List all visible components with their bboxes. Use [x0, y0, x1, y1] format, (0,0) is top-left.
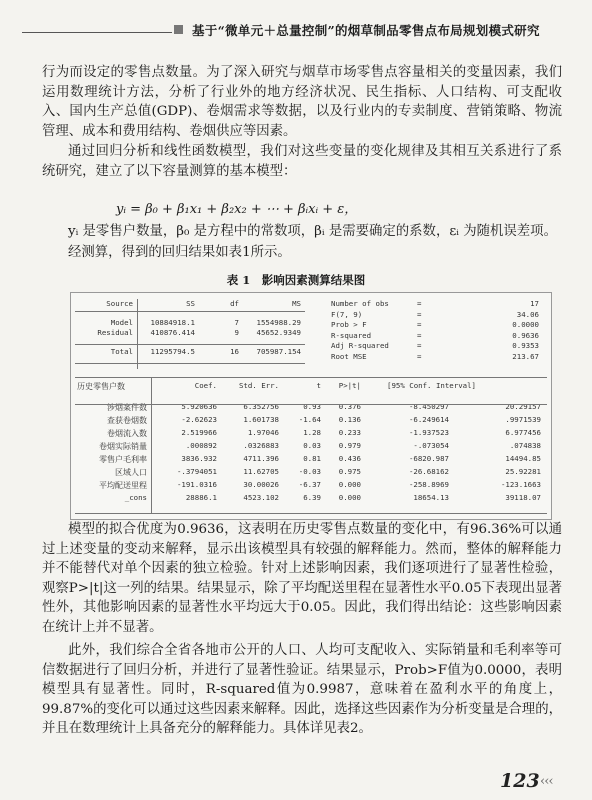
stat-value: 17	[530, 299, 539, 308]
coef-rule-top	[75, 377, 547, 378]
coef-ci-low: -6820.987	[408, 454, 449, 463]
anova-ms: 705987.154	[256, 346, 301, 356]
stat-eq: =	[417, 341, 422, 350]
coef-p: 0.376	[338, 402, 361, 411]
coef-ci-low: -26.68162	[408, 467, 449, 476]
anova-rule	[75, 311, 305, 312]
coef-t: 6.39	[303, 493, 321, 502]
coef-row	[71, 480, 551, 493]
coef-p: 0.436	[338, 454, 361, 463]
stat-row	[331, 331, 547, 342]
coef-p: 0.136	[338, 415, 361, 424]
coef-t: 1.28	[303, 428, 321, 437]
page-number-ornament: ‹‹‹	[540, 774, 553, 789]
page-number: 123	[500, 770, 540, 792]
stat-row	[331, 299, 547, 310]
stat-label: R-squared	[331, 330, 372, 340]
coef-se: 4523.102	[243, 493, 279, 502]
coef-header-coef: Coef.	[194, 381, 217, 390]
stat-eq: =	[417, 351, 422, 361]
coef-t: 0.93	[303, 402, 321, 411]
coef-value: 2.519966	[181, 428, 217, 437]
coef-var: 平均配送里程	[99, 481, 147, 490]
anova-rule	[75, 344, 305, 345]
stat-row	[331, 320, 547, 331]
coef-header-row	[71, 381, 551, 394]
coef-value: 28886.1	[185, 493, 217, 502]
coef-ci-high: 39118.07	[505, 493, 541, 502]
coef-var: 卷烟实际销量	[99, 442, 147, 451]
anova-source: Total	[110, 346, 133, 356]
coef-var: 零售户毛利率	[99, 455, 147, 464]
header-square-mark	[174, 25, 183, 34]
anova-ms: 1554988.29	[256, 317, 301, 327]
coef-ci-low: -6.249614	[408, 415, 449, 424]
paragraph-5: 模型的拟合优度为0.9636，这表明在历史零售点数量的变化中，有96.36%可以通过上述变量的变动来解释，显示出该模型具有较强的解释能力。然而，整体的解释能力并不能替代对单个因素的独立检验。针对上述影响因素，我们逐项进行了显著性检验，观察P>|t|这一列的结果。结果显示，除了平均配送里程在显著性水平0.05下表现出显著性外，其他影响因素的显著性水平均远大于0.05。因此，我们得出结论：这些影响因素在统计上并不显著。	[42, 522, 562, 635]
coef-var: 区域人口	[115, 468, 147, 477]
coef-var: 涉烟案件数	[107, 403, 147, 412]
anova-df: 9	[234, 328, 239, 337]
stat-eq: =	[417, 309, 422, 319]
stat-label: Number of obs	[331, 299, 389, 308]
coef-row	[71, 467, 551, 480]
coef-header-se: Std. Err.	[238, 381, 279, 390]
stat-value: 0.0000	[512, 320, 539, 329]
coef-value: -191.0316	[176, 480, 217, 489]
stat-label: F(7, 9)	[331, 309, 363, 319]
coef-se: 11.62705	[243, 467, 279, 476]
coef-p: 0.975	[338, 467, 361, 476]
coef-p: 0.979	[338, 441, 361, 450]
coef-se: 1.601738	[243, 415, 279, 424]
coef-header-p: P>|t|	[338, 381, 361, 390]
coef-se: 1.97046	[247, 428, 279, 437]
coef-p: 0.233	[338, 428, 361, 437]
coef-se: 6.352756	[243, 402, 279, 411]
stat-value: 34.06	[516, 309, 539, 319]
paragraph-4: 经测算，得到的回归结果如表1所示。	[68, 245, 291, 260]
coef-ci-low: 18654.13	[413, 493, 449, 502]
coef-var: 卷烟流入数	[107, 429, 147, 438]
model-stats	[331, 299, 547, 362]
coef-value: -.3794051	[176, 467, 217, 476]
regression-formula: yᵢ = β₀ + β₁x₁ + β₂x₂ + ⋯ + βᵢxᵢ + ε，	[116, 202, 358, 217]
coef-t: -1.64	[298, 415, 321, 424]
coef-ci-low: -258.8969	[408, 480, 449, 489]
header-rule	[22, 32, 172, 33]
coef-ci-high: .9971539	[505, 415, 541, 424]
anova-header-ss: SS	[186, 299, 195, 308]
coef-header-var: 历史零售户数	[77, 382, 125, 391]
anova-divider	[137, 299, 138, 369]
coef-ci-low: -1.937523	[408, 428, 449, 437]
coef-t: 0.03	[303, 441, 321, 450]
coef-ci-low: -8.450297	[408, 402, 449, 411]
coef-t: -0.03	[298, 467, 321, 476]
coef-row	[71, 415, 551, 428]
stat-eq: =	[417, 320, 422, 329]
coef-var: _cons	[124, 493, 147, 502]
running-header-title: 基于“微单元＋总量控制”的烟草制品零售点布局规划模式研究	[192, 23, 540, 38]
coef-divider	[151, 377, 152, 513]
coef-p: 0.000	[338, 493, 361, 502]
anova-header-ms: MS	[292, 299, 301, 308]
coef-rule-header	[75, 404, 547, 405]
anova-source: Model	[110, 317, 133, 327]
coef-ci-high: 20.29157	[505, 402, 541, 411]
stat-row	[331, 352, 547, 363]
paragraph-3: yᵢ 是零售户数量，β₀ 是方程中的常数项，βᵢ 是需要确定的系数，εᵢ 为随机误差项。	[68, 224, 557, 239]
stat-row	[331, 341, 547, 352]
stat-label: Prob > F	[331, 320, 367, 329]
coef-value: 5.920636	[181, 402, 217, 411]
stat-value: 0.9636	[512, 330, 539, 340]
coef-value: 3836.932	[181, 454, 217, 463]
coef-row	[71, 441, 551, 454]
coef-row	[71, 493, 551, 506]
coef-var: 查获卷烟数	[107, 416, 147, 425]
coef-header-ci: [95% Conf. Interval]	[387, 381, 476, 390]
anova-df: 7	[234, 317, 239, 327]
coef-ci-high: -123.1663	[500, 480, 541, 489]
coef-row	[71, 454, 551, 467]
coef-ci-low: -.073054	[413, 441, 449, 450]
coef-value: .000892	[185, 441, 217, 450]
regression-table	[70, 292, 552, 520]
stat-label: Adj R-squared	[331, 341, 389, 350]
coef-value: -2.62623	[181, 415, 217, 424]
anova-ss: 11295794.5	[150, 346, 195, 356]
anova-ms: 45652.9349	[256, 328, 301, 337]
coef-ci-high: 25.92281	[505, 467, 541, 476]
stat-row	[331, 310, 547, 321]
stat-value: 0.9353	[512, 341, 539, 350]
coef-rule-bottom	[75, 513, 547, 514]
coef-ci-high: .074838	[509, 441, 541, 450]
paragraph-6: 此外，我们综合全省各地市公开的人口、人均可支配收入、实际销量和毛利率等可信数据进行了回归分析，并进行了显著性验证。结果显示，Prob>F值为0.0000，表明模型具有显著性。同时，R-squared值为0.9987，意味着在盈利水平的角度上，99.87%的变化可以通过这些因素来解释。因此，选择这些因素作为分析变量是合理的，并且在数理统计上具备充分的解释能力。具体详见表2。	[42, 643, 562, 737]
anova-df: 16	[230, 346, 239, 356]
coef-t: -6.37	[298, 480, 321, 489]
stat-value: 213.67	[512, 351, 539, 361]
anova-ss: 410876.414	[150, 328, 195, 337]
anova-header-df: df	[230, 299, 239, 308]
anova-rule	[75, 363, 305, 364]
coef-t: 0.81	[303, 454, 321, 463]
coef-se: 4711.396	[243, 454, 279, 463]
coef-table	[71, 381, 551, 506]
coef-ci-high: 14494.85	[505, 454, 541, 463]
coef-row	[71, 428, 551, 441]
coef-se: .0326883	[243, 441, 279, 450]
coef-p: 0.000	[338, 480, 361, 489]
anova-source: Residual	[97, 328, 133, 337]
coef-ci-high: 6.977456	[505, 428, 541, 437]
coef-header-t: t	[316, 381, 321, 390]
paragraph-1: 行为而设定的零售点数量。为了深入研究与烟草市场零售点容量相关的变量因素，我们运用数理统计方法，分析了行业外的地方经济状况、民生指标、人口结构、可支配收入、国内生产总值(GDP)、卷烟需求等数据，以及行业内的专卖制度、营销策略、物流管理、成本和费用结构、卷烟供应等因素。	[42, 65, 562, 139]
stat-eq: =	[417, 299, 422, 308]
stat-eq: =	[417, 330, 422, 340]
anova-ss: 10884918.1	[150, 317, 195, 327]
paragraph-2: 通过回归分析和线性函数模型，我们对这些变量的变化规律及其相互关系进行了系统研究，建立了以下容量测算的基本模型：	[42, 144, 562, 179]
coef-se: 30.00026	[243, 480, 279, 489]
stat-label: Root MSE	[331, 351, 367, 361]
table-caption: 表 1 影响因素测算结果图	[226, 273, 366, 287]
anova-header-source: Source	[106, 299, 133, 308]
